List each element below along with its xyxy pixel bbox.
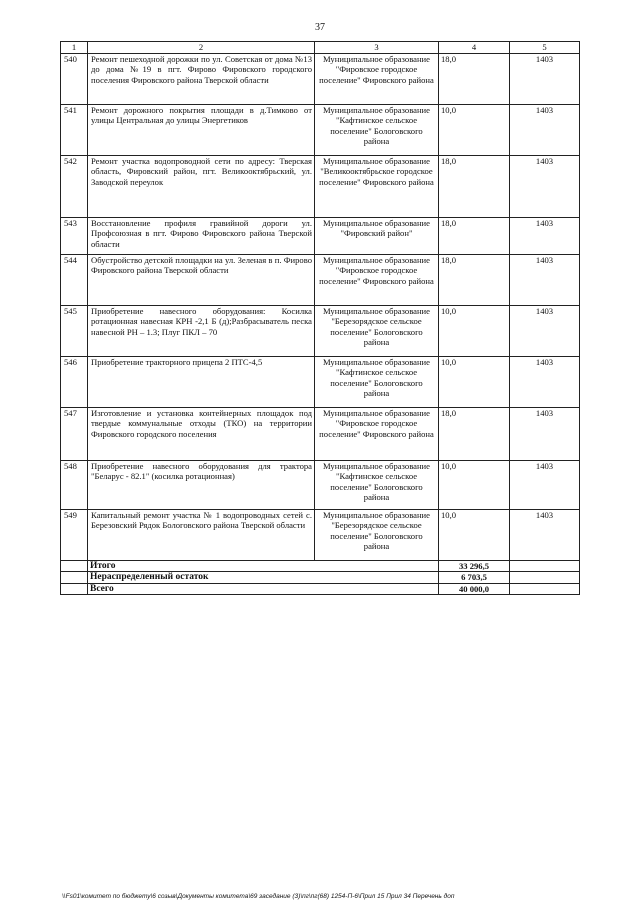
row-owner: Муниципальное образование "Кафтинское сельское поселение" Бологовского района — [315, 356, 439, 407]
table-row — [61, 305, 580, 356]
row-number: 546 — [61, 356, 88, 407]
unallocated-value: 6 703,5 — [439, 572, 510, 584]
unallocated-row — [61, 572, 580, 584]
row-amount: 18,0 — [439, 407, 510, 460]
table-row — [61, 509, 580, 560]
table-row — [61, 217, 580, 254]
row-code: 1403 — [510, 217, 580, 254]
funding-table — [60, 41, 580, 595]
footer-file-path: \\Fs01\комитет по бюджету\6 созыв\Документы комитета\69 заседание (3)\пг\пг(68) 1254-П-6\Прил 15 Прил 34 Перечень доп — [62, 893, 455, 900]
empty-cell — [61, 583, 88, 595]
row-description: Приобретение навесного оборудования: Косилка ротационная навесная КРН -2,1 Б (д);Разбрасыватель песка навесной РН – 1.3; Плуг ПКЛ – 70 — [88, 305, 315, 356]
row-code: 1403 — [510, 460, 580, 509]
row-description: Капитальный ремонт участка № 1 водопроводных сетей с. Березовский Рядок Бологовского района Тверской области — [88, 509, 315, 560]
row-owner: Муниципальное образование "Фировское городское поселение" Фировского района — [315, 254, 439, 305]
table-row — [61, 407, 580, 460]
row-number: 549 — [61, 509, 88, 560]
row-code: 1403 — [510, 53, 580, 104]
row-amount: 18,0 — [439, 155, 510, 217]
row-description: Ремонт дорожного покрытия площади в д.Тимково от улицы Центральная до улицы Энергетиков — [88, 104, 315, 155]
row-number: 547 — [61, 407, 88, 460]
row-owner: Муниципальное образование "Фировское городское поселение" Фировского района — [315, 53, 439, 104]
row-number: 544 — [61, 254, 88, 305]
row-description: Восстановление профиля гравийной дороги ул. Профсоюзная в пгт. Фирово Фировского района Тверской области — [88, 217, 315, 254]
grand-total-value: 40 000,0 — [439, 583, 510, 595]
row-description: Изготовление и установка контейнерных площадок под твердые коммунальные отходы (ТКО) на территории Фировского городского поселения — [88, 407, 315, 460]
row-description: Приобретение навесного оборудования для трактора "Беларус - 82.1" (косилка ротационная) — [88, 460, 315, 509]
table-row — [61, 460, 580, 509]
row-code: 1403 — [510, 155, 580, 217]
row-code: 1403 — [510, 509, 580, 560]
row-number: 542 — [61, 155, 88, 217]
row-owner: Муниципальное образование "Фировское городское поселение" Фировского района — [315, 407, 439, 460]
table-row — [61, 104, 580, 155]
row-owner: Муниципальное образование "Березорядское сельское поселение" Бологовского района — [315, 305, 439, 356]
row-amount: 18,0 — [439, 254, 510, 305]
row-description: Приобретение тракторного прицепа 2 ПТС-4,5 — [88, 356, 315, 407]
header-cell: 1 — [61, 42, 88, 54]
row-number: 545 — [61, 305, 88, 356]
row-description: Ремонт пешеходной дорожки по ул. Советская от дома №13 до дома №19 в пгт. Фирово Фировского городского поселения Фировского района Тверской области — [88, 53, 315, 104]
empty-cell — [510, 560, 580, 572]
row-code: 1403 — [510, 407, 580, 460]
row-owner: Муниципальное образование "Фировский район" — [315, 217, 439, 254]
row-number: 548 — [61, 460, 88, 509]
row-code: 1403 — [510, 356, 580, 407]
row-amount: 10,0 — [439, 460, 510, 509]
row-number: 540 — [61, 53, 88, 104]
row-code: 1403 — [510, 305, 580, 356]
row-description: Обустройство детской площадки на ул. Зеленая в п. Фирово Фировского района Тверской области — [88, 254, 315, 305]
total-row — [61, 560, 580, 572]
header-cell: 2 — [88, 42, 315, 54]
row-amount: 10,0 — [439, 104, 510, 155]
grand-total-label: Всего — [88, 583, 439, 595]
empty-cell — [510, 572, 580, 584]
header-cell: 4 — [439, 42, 510, 54]
table-row — [61, 254, 580, 305]
unallocated-label: Нераспределенный остаток — [88, 572, 439, 584]
table-row — [61, 155, 580, 217]
header-cell: 3 — [315, 42, 439, 54]
empty-cell — [61, 572, 88, 584]
table-row — [61, 356, 580, 407]
page-number: 37 — [315, 22, 325, 33]
row-owner: Муниципальное образование "Кафтинское сельское поселение" Бологовского района — [315, 104, 439, 155]
row-owner: Муниципальное образование "Великооктябрьское городское поселение" Фировского района — [315, 155, 439, 217]
grand-total-row — [61, 583, 580, 595]
row-amount: 18,0 — [439, 217, 510, 254]
row-amount: 10,0 — [439, 305, 510, 356]
row-number: 541 — [61, 104, 88, 155]
header-cell: 5 — [510, 42, 580, 54]
row-owner: Муниципальное образование "Березорядское сельское поселение" Бологовского района — [315, 509, 439, 560]
table-row — [61, 53, 580, 104]
row-amount: 10,0 — [439, 509, 510, 560]
row-amount: 10,0 — [439, 356, 510, 407]
table-header-row — [61, 42, 580, 54]
total-label: Итого — [88, 560, 439, 572]
row-code: 1403 — [510, 254, 580, 305]
row-number: 543 — [61, 217, 88, 254]
empty-cell — [61, 560, 88, 572]
total-value: 33 296,5 — [439, 560, 510, 572]
row-amount: 18,0 — [439, 53, 510, 104]
empty-cell — [510, 583, 580, 595]
row-code: 1403 — [510, 104, 580, 155]
row-owner: Муниципальное образование "Кафтинское сельское поселение" Бологовского района — [315, 460, 439, 509]
row-description: Ремонт участка водопроводной сети по адресу: Тверская область, Фировский район, пгт. Великооктябрьский, ул. Заводской переулок — [88, 155, 315, 217]
